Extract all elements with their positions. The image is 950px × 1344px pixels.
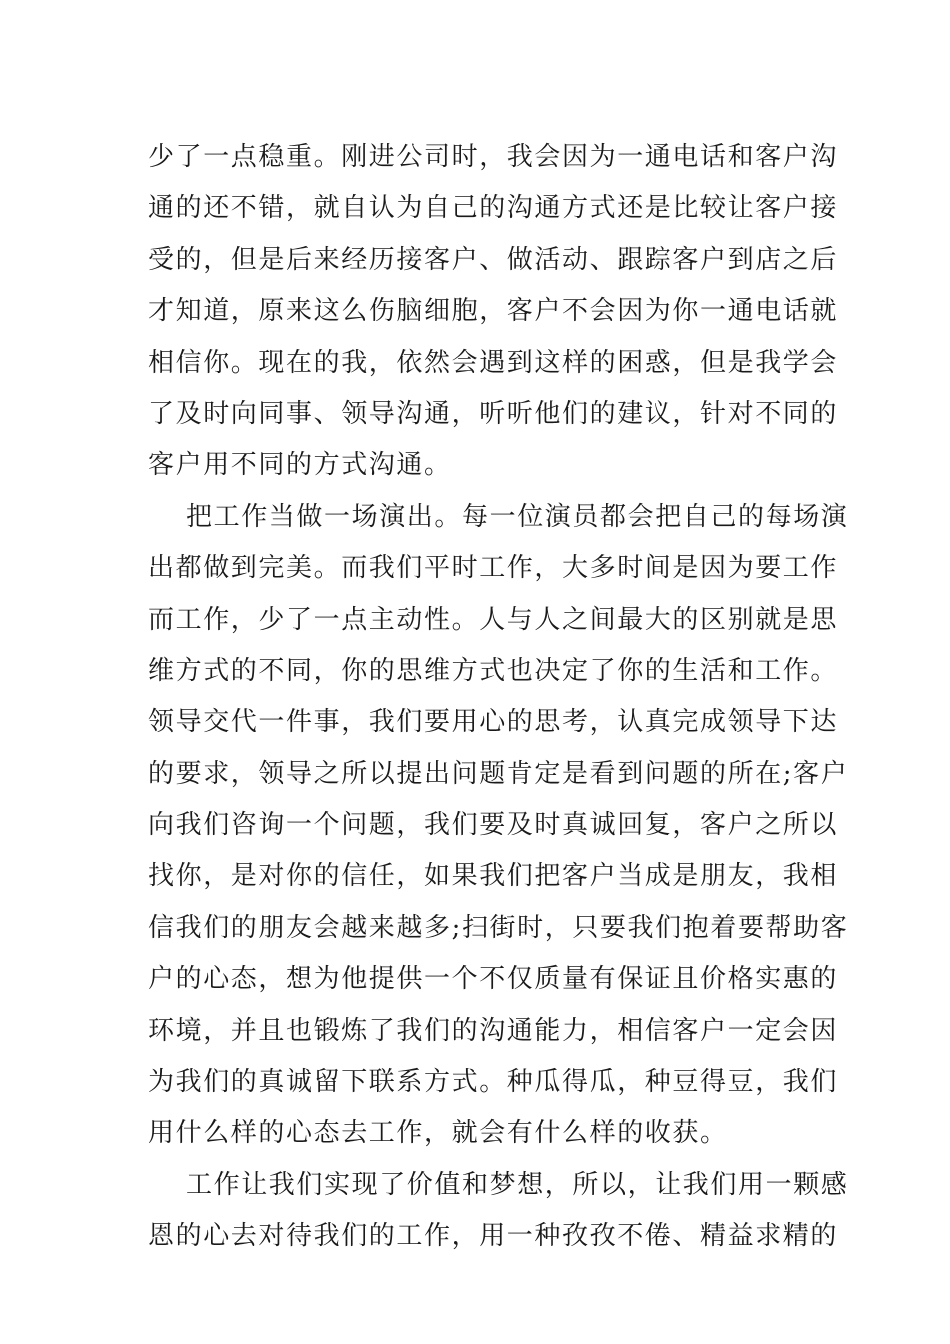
text-line: 而工作，少了一点主动性。人与人之间最大的区别就是思 <box>148 604 839 635</box>
paragraph <box>148 492 849 1160</box>
text-line: 恩的心去对待我们的工作，用一种孜孜不倦、精益求精的 <box>148 1221 839 1252</box>
text-line: 维方式的不同，你的思维方式也决定了你的生活和工作。 <box>148 655 839 686</box>
text-line: 信我们的朋友会越来越多;扫街时，只要我们抱着要帮助客 <box>148 912 849 943</box>
paragraph <box>148 1160 849 1263</box>
text-line: 才知道，原来这么伤脑细胞，客户不会因为你一通电话就 <box>148 296 839 327</box>
text-line: 工作让我们实现了价值和梦想，所以，让我们用一颗感 <box>186 1169 849 1200</box>
text-line: 少了一点稳重。刚进公司时，我会因为一通电话和客户沟 <box>148 142 839 172</box>
text-line: 受的，但是后来经历接客户、做活动、跟踪客户到店之后 <box>148 244 839 275</box>
text-line: 环境，并且也锻炼了我们的沟通能力，相信客户一定会因 <box>148 1015 839 1046</box>
text-line: 户的心态，想为他提供一个不仅质量有保证且价格实惠的 <box>148 964 839 995</box>
text-line: 相信你。现在的我，依然会遇到这样的困惑，但是我学会 <box>148 347 839 378</box>
text-line: 领导交代一件事，我们要用心的思考，认真完成领导下达 <box>148 707 839 738</box>
paragraph <box>148 132 839 492</box>
text-line: 为我们的真诚留下联系方式。种瓜得瓜，种豆得豆，我们 <box>148 1067 839 1098</box>
text-line: 的要求，领导之所以提出问题肯定是看到问题的所在;客户 <box>148 758 849 789</box>
text-line: 用什么样的心态去工作，就会有什么样的收获。 <box>148 1118 728 1149</box>
text-line: 向我们咨询一个问题，我们要及时真诚回复，客户之所以 <box>148 810 839 841</box>
text-line: 了及时向同事、领导沟通，听听他们的建议，针对不同的 <box>148 398 839 429</box>
text-line: 把工作当做一场演出。每一位演员都会把自己的每场演 <box>186 501 849 532</box>
document-body <box>148 132 849 1263</box>
text-line: 客户用不同的方式沟通。 <box>148 450 452 481</box>
text-line: 出都做到完美。而我们平时工作，大多时间是因为要工作 <box>148 553 839 584</box>
text-line: 找你，是对你的信任，如果我们把客户当成是朋友，我相 <box>148 861 839 892</box>
text-line: 通的还不错，就自认为自己的沟通方式还是比较让客户接 <box>148 193 839 224</box>
